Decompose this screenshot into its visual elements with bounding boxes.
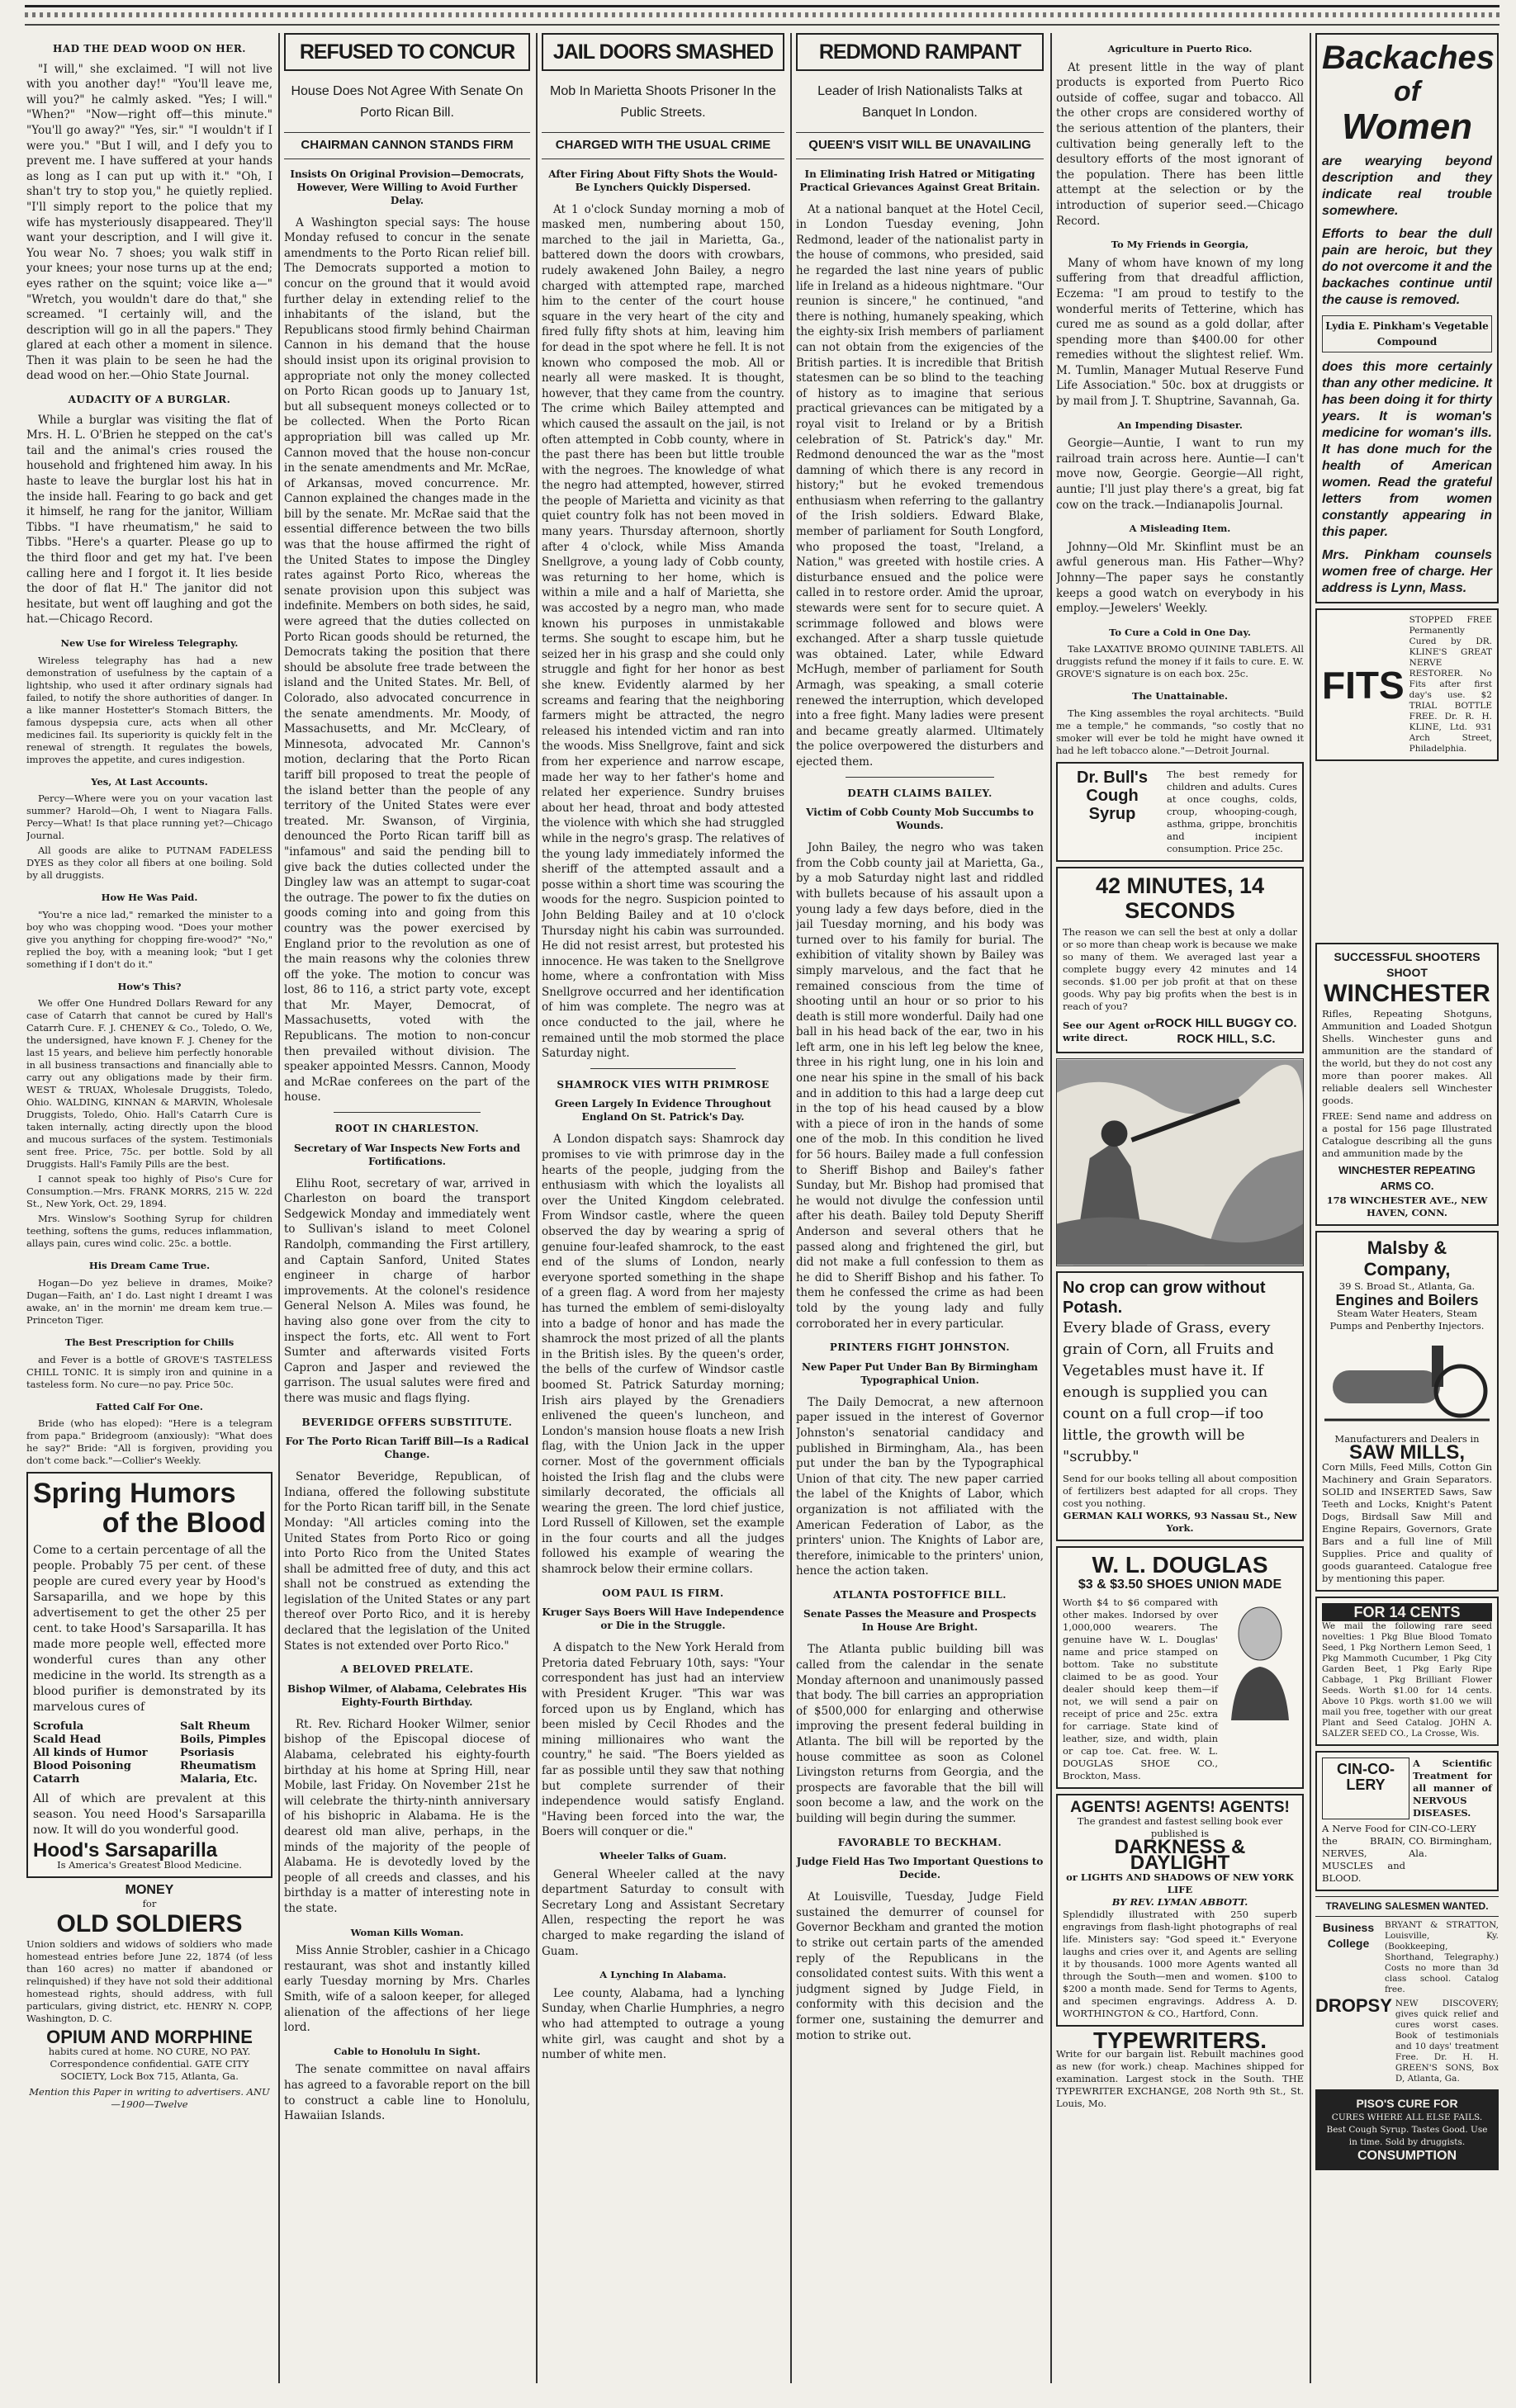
hunter-illustration <box>1056 1058 1304 1266</box>
story-body: Elihu Root, secretary of war, arrived in Charleston on board the transport Sedgewick Monday and immediately went to Sullivan's island to meet Colonel Randolph, commanding the First artillery, and Captain Sanford, United States engineer in charge of harbor improvements. At the colonel's residence General Nelson A. Miles was found, he having also gone over from the city to inspect the forts, etc. All went to Fort Sumter and afterwards visited Forts Capron and Jasper and reviewed the garrison. The usual salutes were fired and there was music and flags flying. <box>284 1176 530 1405</box>
ad-text: FREE: Send name and address on a postal for 156 page Illustrated Catalogue describing all the guns and ammunition made by the <box>1322 1110 1492 1160</box>
ad-title: No crop can grow without Potash. <box>1063 1279 1266 1318</box>
ad-body: BRYANT & STRATTON, Louisville, Ky. (Bookkeeping, Shorthand, Telegraphy.) Costs no more than 3d class school. Catalog free. <box>1385 1919 1499 1994</box>
ad-title: WINCHESTER <box>1324 980 1490 1008</box>
seed-ad <box>1315 1597 1499 1747</box>
story-title: A Misleading Item. <box>1129 523 1231 535</box>
ad-brand: WINCHESTER REPEATING ARMS CO. <box>1338 1164 1476 1192</box>
story-title: Woman Kills Woman. <box>350 1926 464 1938</box>
ad-address: 178 WINCHESTER AVE., NEW HAVEN, CONN. <box>1326 1194 1488 1218</box>
story-body: The Daily Democrat, a new afternoon paper issued in the interest of Governor Johnston's senatorial candidacy and published in Birmingham, Ala., has been put under the ban by the Typographical Union of that city. The new paper carried the label of the Knights of Labor, which organization is not affiliated with the American Federation of Labor, as the printers' union. The Knights of Labor are, therefore, inimicable to the printers' union, hence the action taken. <box>796 1395 1044 1578</box>
ad-body: NEW DISCOVERY; gives quick relief and cures worst cases. Book of testimonials and 10 days' treatment Free. Dr. H. H. GREEN'S SONS, Box D, Atlanta, Ga. <box>1395 1998 1499 2084</box>
ad-title: Spring Humors <box>33 1478 236 1510</box>
story-title: ROOT IN CHARLESTON. <box>334 1123 480 1135</box>
story-body: Hogan—Do yez believe in drames, Moike? Dugan—Faith, an' I do. Last night I dreamt I was awake, an' in the mornin' me dream kem true.—Princeton Tiger. <box>26 1276 272 1326</box>
deck: QUEEN'S VISIT WILL BE UNAVAILING <box>796 132 1044 159</box>
story-title: ATLANTA POSTOFFICE BILL. <box>833 1588 1007 1601</box>
ad-title: Women <box>1341 106 1473 147</box>
deck: Green Largely In Evidence Throughout England On St. Patrick's Day. <box>554 1098 772 1124</box>
story-title: The Best Prescription for Chills <box>64 1336 235 1348</box>
ad-title: SAW MILLS, <box>1349 1441 1465 1464</box>
column-rule <box>536 33 538 2383</box>
ad-body: Corn Mills, Feed Mills, Cotton Gin Machinery and Grain Separators. SOLID and INSERTED Saws, Saw Teeth and Locks, Knight's Patent Dogs, Birdsall Saw Mill and Engine Repairs, Governors, Grate Bars and a full line of Mill Supplies. Price and quality of goods guaranteed. Catalogue free by mentioning this paper. <box>1322 1460 1492 1584</box>
story-body: All goods are alike to PUTNAM FADELESS DYES as they color all fibers at one boiling. Sold by all druggists. <box>26 844 272 882</box>
column-6 <box>1315 33 1499 2391</box>
ad-body: Splendidly illustrated with 250 superb engravings from flash-light photographs of real life. Ministers say: "God speed it." Everyone laughs and cries over it, and Agents are selling it by thousands. 1000 more Agents wanted all through the South—men and women. $100 to $200 a month made. Send for Terms to Agents, and specimen engravings. Address A. D. WORTHINGTON & CO., Hartford, Conn. <box>1063 1908 1297 2019</box>
story-title: How's This? <box>117 980 182 992</box>
deck: Senate Passes the Measure and Prospects In House Are Bright. <box>803 1608 1036 1634</box>
story-body: A Washington special says: The house Monday refused to concur in the senate amendments to the Porto Rican relief bill. The Democrats supported a motion to concur on the ground that it would avoid further delay in extending relief to the inhabitants of the island, but the Republicans stood firmly behind Chairman Cannon in his demand that the house should insist upon its original provision to appropriate not only the money collected on Porto Rican goods up to January 1st, but all subsequent moneys collected or to be collected. When the Porto Rican appropriation bill was called up Mr. Cannon moved that the house non-concur in the senate amendments and Mr. McRae, of Arkansas, moved concurrence. Mr. Cannon explained the changes made in the bill by the senate. Mr. McRae said that the essential difference between the two bills was that the house affirmed the right of the United States to impose the Dingley rates against Porto Rico, whereas the senate provision upon this subject was indefinite. Members on both sides, he said, were agreed that the duties collected on Porto Rican goods should be returned, the Democrats taking the position that there should be absolute free trade between the island and the United States. Mr. Bell, of Colorado, also advocated concurrence in the senate amendments. Mr. Moody, of Massachusetts, and Mr. McCleary, of Minnesota, advocated Mr. Cannon's motion, declaring that the Porto Rican tariff bill proposed to treat the people of the island better than the people of any territory of the United States were ever treated. Mr. Swanson, of Virginia, denounced the Porto Rican tariff bill as "infamous" and said the pending bill to give back the duties collected under the Dingley law was an attempt to sugar-coat the outrage. The power to fix the duties on goods coming into and going from this country was the power exercised by England prior to the revolution as one of the main reasons why the colonies threw off the yoke. The motion to concur was lost, 86 to 116, a strict party vote, except that Mr. Mayer, Democrat, of Massachusetts, voted with the Republicans. The motion to non-concur then prevailed without division. The speaker appointed Messrs. Cannon, Moody and McRae conferees on the part of the house. <box>284 215 530 1105</box>
story-body: Johnny—Old Mr. Skinflint must be an awful generous man. His Father—Why? Johnny—The paper says he constantly keeps a good watch on everybody in his employ.—Jewelers' Weekly. <box>1056 540 1304 616</box>
ad-author: BY REV. LYMAN ABBOTT. <box>1111 1895 1248 1908</box>
ad-list: Salt Rheum Boils, Pimples Psoriasis Rheumatism Malaria, Etc. <box>180 1720 266 1786</box>
story-title: HAD THE DEAD WOOD ON HER. <box>53 43 246 54</box>
ad-title: Business College <box>1322 1920 1375 1950</box>
agents-ad <box>1056 1794 1304 2027</box>
story-body: Mrs. Winslow's Soothing Syrup for children teething, softens the gums, reduces inflammation, allays pain, cures wind colic. 25c. a bottle. <box>26 1213 272 1250</box>
deck: Insists On Original Provision—Democrats, However, Were Willing to Avoid Further Delay. <box>290 168 524 206</box>
ad-text: SUCCESSFUL SHOOTERS SHOOT <box>1334 950 1480 979</box>
ad-address: 39 S. Broad St., Atlanta, Ga. <box>1338 1280 1476 1292</box>
ad-text: TRAVELING SALESMEN WANTED. <box>1315 1896 1499 1917</box>
column-4 <box>796 33 1044 2391</box>
ad-body: We mail the following rare seed novelties: 1 Pkg Blue Blood Tomato Seed, 1 Pkg Northern Lemon Seed, 1 Pkg Mammoth Cucumber, 1 Pkg City Garden Beet, 1 Pkg Early Ripe Cabbage, 1 Pkg Brilliant Flower Seeds. Worth $1.00 for 14 cents. Above 10 Pkgs. worth $1.00 we will mail you free, together with our great Plant and Seed Catalog. JOHN A. SALZER SEED CO., La Crosse, Wis. <box>1322 1621 1492 1739</box>
ad-body: are wearying beyond description and they indicate real trouble somewhere. <box>1322 154 1492 218</box>
ad-tagline: Is America's Greatest Blood Medicine. <box>57 1858 242 1871</box>
story-body: "You're a nice lad," remarked the minister to a boy who was chopping wood. "Does your mother give you anything for chopping fire-wood?" "No," replied the boy, with a meaning look; "but I get something if I don't do it." <box>26 908 272 970</box>
story-title: New Use for Wireless Telegraphy. <box>60 636 239 649</box>
story-body: Georgie—Auntie, I want to run my railroad train across here. Auntie—I can't move now, Georgie. Georgie—All right, auntie; I'll just play there's a great, big fat cow on the track.—Indianapolis Journal. <box>1056 437 1304 512</box>
pinkham-ad <box>1315 33 1499 603</box>
ad-title: DROPSY <box>1315 1994 1392 2016</box>
ad-list: Scrofula Scald Head All kinds of Humor Blood Poisoning Catarrh <box>33 1720 148 1786</box>
story-title: PRINTERS FIGHT JOHNSTON. <box>829 1341 1011 1354</box>
ad-subtitle: $3 & $3.50 SHOES UNION MADE <box>1078 1578 1282 1592</box>
story-body: At a national banquet at the Hotel Cecil, in London Tuesday evening, John Redmond, leader of the nationalist party in the house of commons, who presided, said he regarded the last nine years of public life in Ireland as a hideous nightmare. "Our reunion is sincere," he continued, "and there is nothing, humanely speaking, which the eighty-six Irish members of parliament can not obtain from the exigencies of the British parties. It is incredible that British statesmen can be so blind to the teaching of history as to imagine that serious practical grievances can be mitigated by a royal visit to Ireland or by a British celebration of St. Patrick's day." Mr. Redmond denounced the war as the "most damning of which there is any record in history;" but he evoked tremendous enthusiasm when referring to the gallantry of the Irish soldiers. Edward Blake, member of parliament for South Longford, who proposed the toast, "Ireland, a Nation," was greeted with hostile cries. A disturbance ensued and the police were called in to restore order. Amid the uproar, stewards were sent for to secure quiet. A scrimmage followed and blows were exchanged. After a sharp tussle quietude was obtained. Later, while Edward McHugh, member of parliament for South Armagh, was speaking, a small coterie renewed the interruption, which developed into a free fight. Many ladies were present and became greatly alarmed. Ultimately the police overpowered the disturbers and ejected them. <box>796 202 1044 769</box>
portrait-icon <box>1223 1597 1297 1720</box>
ad-title: FITS <box>1322 663 1405 707</box>
ad-address: GERMAN KALI WORKS, 93 Nassau St., New York. <box>1063 1510 1297 1535</box>
story-body: While a burglar was visiting the flat of Mrs. H. L. O'Brien he stepped on the cat's tail and the animal's cries roused the household and frightened him away. In his haste to leave the burglar lost his hat in the inside hall. Fearing to go back and get it himself, he rang for the janitor, William Tibbs. "I have rheumatism," he said to Tibbs. "Here's a quarter. Please go up to the third floor and get my hat. I've been calling here and I forgot it. It lies beside the door of flat H." The janitor did not hesitate, but went off laughing and got the hat.—Chicago Record. <box>26 413 272 627</box>
ad-body: The reason we can sell the best at only a dollar or so more than cheap work is because we make so many of them. We averaged last year a complete buggy every 42 minutes and 14 seconds. $1.00 per job profit at that on these goods. Why pay big profits when the best is in reach of you? <box>1063 925 1298 1012</box>
headline: REDMOND RAMPANT <box>796 33 1044 71</box>
ad-body: habits cured at home. NO CURE, NO PAY. Correspondence confidential. GATE CITY SOCIETY, Lock Box 715, Atlanta, Ga. <box>48 2045 251 2082</box>
ad-title: OLD SOLDIERS <box>56 1910 243 1938</box>
story-body: Lee county, Alabama, had a lynching Sunday, when Charlie Humphries, a negro who had attempted to outrage a young white girl, was caught and shot by a number of white men. <box>542 1986 784 2062</box>
cincolery-ad <box>1315 1751 1499 1891</box>
ad-body: Rifles, Repeating Shotguns, Ammunition and Loaded Shotgun Shells. Winchester guns and ammunition are the standard of the world, but they do not cost any more than poorer makes. All reliable dealers sell Winchester goods. <box>1322 1008 1492 1107</box>
story-title: To Cure a Cold in One Day. <box>1109 626 1251 638</box>
story-body: At present little in the way of plant products is exported from Puerto Rico outside of coffee, sugar and tobacco. All the other crops are considered worthy of the serious attention of the planters, their cultivation being generally left to the desultory efforts of the most ignorant of the population. There has been little attempt at the selection or by the introduction of superior seed.—Chicago Record. <box>1056 60 1304 228</box>
deck: Judge Field Has Two Important Questions to Decide. <box>796 1856 1044 1881</box>
column-5 <box>1056 33 1304 2391</box>
ad-body: Come to a certain percentage of all the people. Probably 75 per cent. of these people are cured every year by Hood's Sarsaparilla, and we hope by this advertisement to get the other 25 per cent. to take Hood's Sarsaparilla. It has made more people well, effected more wonderful cures than any other medicine in the world. Its strength as a blood purifier is demonstrated by its marvelous cures of <box>33 1544 266 1715</box>
ad-title: of <box>1393 76 1421 107</box>
story-body: Bride (who has eloped): "Here is a telegram from papa." Bridegroom (anxiously): "What does he say?" Bride: "All is forgiven, providing you don't come back."—Collier's Weekly. <box>26 1417 272 1467</box>
story-body: At 1 o'clock Sunday morning a mob of masked men, numbering about 150, marched to the jail in Marietta, Ga., battered down the doors with crowbars, rudely awakened John Bailey, a negro charged with attempted rape, marched him to the center of the court house square in the very heart of the city and fired fully fifty shots at him, leaving him for dead in the spot where he fell. It is not known who composed the mob. All or nearly all were masked. It is thought, however, that they came from the country. The crime which Bailey attempted and which caused the assault on the jail, is not often attempted in Cobb county, where in the past there has been but little trouble with the negroes. The knowledge of what the negro had attempted, however, stirred the people of Marietta and vicinity as that quiet country folk has not been moved in many years. Thursday afternoon, shortly after 4 o'clock, while Miss Amanda Snellgrove, a young lady of Cobb county, was returning to her home, which is within a mile and a half of Marietta, she was accosted by a negro man, who made known his purposes in unmistakable terms. She sought to escape him, but he seized her in his grasp and she could only struggle and fight for her honor as best she knew. Evidently alarmed by her screams and fearing that the neighboring farmers might be attracted, the negro released his intended victim and ran into the woods. Miss Snellgrove, faint and sick from her experience and narrow escape, made her way to her father's home and related her experience. Sundry bruises about her head, throat and body attested the violence with which she had struggled while in the negro's grasp. The relatives of the young lady immediately informed the sheriff of the attempted assault and a posse within a short time was scouring the woods for the negro. Suspicion pointed to John Belding Bailey and at 10 o'clock Thursday night his cabin was surrounded. He did not resist arrest, but protested his innocence. He was taken to the Snellgrove home, where a confrontation with Miss Snellgrove occurred and her identification of him was complete. The negro was at once conducted to the jail, where he remained until the mob stormed the place Saturday night. <box>542 202 784 1061</box>
ad-body: Worth $4 to $6 compared with other makes. Indorsed by over 1,000,000 wearers. The genuine have W. L. Douglas' name and price stamped on bottom. Take no substitute claimed to be as good. Your dealer should keep them—if not, we will send a pair on receipt of price and 25c. extra for carriage. State kind of leather, size, and width, plain or cap toe. Cat. free. W. L. DOUGLAS SHOE CO., Brockton, Mass. <box>1063 1596 1218 1781</box>
column-rule <box>1050 33 1052 2383</box>
story-body: Senator Beveridge, Republican, of Indiana, offered the following substitute for the Porto Rican tariff bill, in the Senate Monday: "All articles coming into the United States from Porto Rico or going into Porto Rico from the United States shall be admitted free of duty, and this act shall not be construed as extending the legislation of the United States or any part thereof over Porto Rico, and it is hereby declared that the legislation of the United States is not extended over Porto Rico." <box>284 1470 530 1653</box>
ad-body: The best remedy for children and adults. Cures at once coughs, colds, croup, whooping-cough, asthma, grippe, bronchitis and incipient consumption. Price 25c. <box>1167 768 1297 854</box>
deck: CHAIRMAN CANNON STANDS FIRM <box>284 132 530 159</box>
story-title: Agriculture in Puerto Rico. <box>1107 43 1253 54</box>
story-body: Wireless telegraphy has had a new demonstration of usefulness by the captain of a lightship, who used it after ordinary signals had failed, to notify the shore authorities of danger. In a like manner Hostetter's Stomach Bitters, the famous dyspepsia cure, acts when all other medicines fail. Its superiority is quickly felt in the renewal of strength. It regulates the bowels, improves the appetite, and cures indigestion. <box>26 654 272 765</box>
deck: House Does Not Agree With Senate On Porto Rican Bill. <box>291 84 523 120</box>
column-rule <box>790 33 792 2383</box>
column-rule <box>278 33 280 2383</box>
story-title: Fatted Calf For One. <box>96 1400 203 1412</box>
ad-title: of the Blood <box>102 1507 266 1540</box>
deck: Kruger Says Boers Will Have Independence or Die in the Struggle. <box>542 1606 784 1632</box>
deck: Victim of Cobb County Mob Succumbs to Wounds. <box>806 807 1034 832</box>
ad-text: Send for our books telling all about composition of fertilizers best adapted for all crops. They cost you nothing. <box>1063 1473 1297 1510</box>
ad-title: AGENTS! AGENTS! AGENTS! <box>1070 1798 1290 1816</box>
column-rule <box>1310 33 1311 2383</box>
ad-body: All of which are prevalent at this season. You need Hood's Sarsaparilla now. It will do you wonderful good. <box>33 1792 266 1838</box>
column-1 <box>26 33 272 2391</box>
ad-title: W. L. DOUGLAS <box>1092 1552 1268 1578</box>
deck: In Eliminating Irish Hatred or Mitigating Practical Grievances Against Great Britain. <box>799 168 1040 193</box>
story-body: I cannot speak too highly of Piso's Cure for Consumption.—Mrs. FRANK MORRS, 215 W. 22d St., New York, Oct. 29, 1894. <box>26 1173 272 1210</box>
story-body: A dispatch to the New York Herald from Pretoria dated February 10th, says: "Your correspondent has just had an interview with President Kruger. "This war was forced upon us by England, which has been misled by Cecil Rhodes and the mining millionaires who want the country," he said. "The Boers yielded as far as possible until they saw that nothing but complete surrender of their independence would satisfy England. "Having been forced into the war, the Boers will conquer or die." <box>542 1641 784 1839</box>
ad-title: Malsby & Company, <box>1363 1237 1451 1280</box>
story-title: FAVORABLE TO BECKHAM. <box>837 1836 1002 1848</box>
ad-brand: Lydia E. Pinkham's Vegetable Compound <box>1322 315 1492 352</box>
ad-title: TYPEWRITERS. <box>1092 2027 1267 2053</box>
ad-title: OPIUM AND MORPHINE <box>46 2027 253 2048</box>
masthead-rule <box>25 5 1499 26</box>
deck: New Paper Put Under Ban By Birmingham Typographical Union. <box>801 1360 1038 1386</box>
story-title: The Unattainable. <box>1131 690 1229 703</box>
story-body: We offer One Hundred Dollars Reward for any case of Catarrh that cannot be cured by Hall's Catarrh Cure. F. J. CHENEY & Co., Toledo, O. We, the undersigned, have known F. J. Cheney for the last 15 years, and believe him perfectly honorable in all business transactions and financially able to carry out any obligations made by their firm. WEST & TRUAX, Wholesale Druggists, Toledo, Ohio. WALDING, KINNAN & MARVIN, Wholesale Druggists, Toledo, Ohio. Hall's Catarrh Cure is taken internally, acting directly upon the blood and mucous surfaces of the system. Testimonials sent free. Price, 75c. per bottle. Sold by all Druggists. Hall's Family Pills are the best. <box>26 997 272 1171</box>
story-body: Take LAXATIVE BROMO QUININE TABLETS. All druggists refund the money if it fails to cure. E. W. GROVE'S signature is on each box. 25c. <box>1056 643 1304 680</box>
ad-body: Efforts to bear the dull pain are heroic, but they do not overcome it and the backaches continue until the cause is removed. <box>1322 227 1492 307</box>
deck: After Firing About Fifty Shots the Would-Be Lynchers Quickly Dispersed. <box>548 168 778 193</box>
ad-body: A Scientific Treatment for all manner of NERVOUS DISEASES. <box>1413 1758 1492 1819</box>
hoods-sarsaparilla-ad <box>26 1472 272 1878</box>
ad-body: Every blade of Grass, every grain of Corn, all Fruits and Vegetables must have it. If enough is supplied you can count on a full crop—if too little, the growth will be "scrubby." <box>1063 1319 1274 1466</box>
deck: For The Porto Rican Tariff Bill—Is a Radical Change. <box>285 1436 529 1461</box>
story-body: "I will," she exclaimed. "I will not live with you another day!" "You'll leave me, will you?" he calmly asked. "Yes; I will." "When?" "Now—right off—this minute." "You'll go away?" "Yes, sir." "I wouldn't if I were you." "But I will, and I defy you to prevent me. I have suffered at your hands as long as I can put up with it." "Oh, I shan't try to stop you," he quietly replied. "I'll simply report to the police that my wife has mysteriously disappeared. They'll want your description, and I will give it. You wear No. 7 shoes; you walk stiff in your knees; your nose turns up at the end; eyes rather on the squint; voice like a—" "Wretch, you wouldn't dare do that," she screamed. "I certainly will, and the description will go in all the papers." They glared at each other a moment in silence. Then it was plain to be seen he had the dead wood on her.—Ohio State Journal. <box>26 62 272 383</box>
story-title: AUDACITY OF A BURGLAR. <box>68 394 231 406</box>
story-title: A BELOVED PRELATE. <box>340 1663 474 1676</box>
footer-note: Mention this Paper in writing to advertisers. ANU—1900—Twelve <box>29 2085 270 2110</box>
column-3 <box>542 33 784 2391</box>
dr-bulls-ad <box>1056 762 1304 862</box>
story-title: Yes, At Last Accounts. <box>91 775 208 788</box>
story-body: Percy—Where were you on your vacation last summer? Harold—Oh, I went to Niagara Falls. Percy—What! Is that place running yet?—Chicago Journal. <box>26 792 272 842</box>
ad-title: MONEY <box>125 1882 174 1897</box>
ad-title: FOR 14 CENTS <box>1322 1603 1492 1622</box>
story-body: The senate committee on naval affairs has agreed to a favorable report on the bill to construct a cable line to Honolulu, Hawaiian Islands. <box>284 2063 530 2123</box>
douglas-shoes-ad <box>1056 1546 1304 1789</box>
ad-brand: ROCK HILL BUGGY CO. ROCK HILL, S.C. <box>1155 1015 1297 1046</box>
story-title: Cable to Honolulu In Sight. <box>334 2045 481 2057</box>
ad-text: The grandest and fastest selling book ever published is <box>1077 1815 1283 1840</box>
story-title: OOM PAUL IS FIRM. <box>602 1587 724 1599</box>
story-body: Miss Annie Strobler, cashier in a Chicago restaurant, was shot and instantly killed early Tuesday morning by Mrs. Charles Smith, wife of a saloon keeper, for alleged alienation of the affections of her liege lord. <box>284 1944 530 2035</box>
ad-title: Dr. Bull's Cough Syrup <box>1077 768 1148 823</box>
ad-subtitle: or LIGHTS AND SHADOWS OF NEW YORK LIFE <box>1066 1871 1294 1895</box>
story-title: A Lynching In Alabama. <box>599 1969 727 1981</box>
story-body: A London dispatch says: Shamrock day promises to vie with primrose day in the hearts of the people, judging from the enthusiasm with which the loyalists all over the United Kingdom celebrated. From Windsor castle, where the queen observed the day by wearing a sprig of genuine four-leafed shamrock, to the east end of the slums of London, nearly everyone sported something in the shape of a green flag. A word from her majesty has turned the emblem of semi-disloyalty into a badge of honor and has made the shamrock the most prized of all the plants in the British isles. By the queen's order, the bells of the curfew of Windsor castle boomed St. Patrick Saturday morning; Irish airs played by the Grenadiers enlivened the queen's luncheon, and London's mansion house floats a new Irish flag, with the Union Jack in the upper corner. Most of the government officials hoisted the Irish flag and the clubs were similarly decorated, the officials all wearing the green. The lord chief justice, Lord Russell of Killowen, set the example in the four courts and all the judges followed his example of wearing the shamrock below their ermine collars. <box>542 1133 784 1577</box>
column-2 <box>284 33 530 2391</box>
ad-title: CONSUMPTION <box>1357 2148 1457 2163</box>
rock-hill-buggy-ad <box>1056 867 1304 1053</box>
ad-title: 42 MINUTES, 14 SECONDS <box>1095 873 1265 923</box>
ad-text: A Nerve Food for the BRAIN, NERVES, MUSCLES and BLOOD. <box>1322 1823 1405 1885</box>
deck: CHARGED WITH THE USUAL CRIME <box>542 132 784 159</box>
story-body: The King assembles the royal architects. "Build me a temple," he commands, "so costly that no smoker will ever be told he might have owned it had he left tobacco alone."—Detroit Journal. <box>1056 707 1304 756</box>
ad-title: Backaches <box>1322 40 1495 76</box>
hunter-icon <box>1057 1059 1303 1266</box>
story-body: The Atlanta public building bill was called from the calendar in the senate Monday afternoon and unanimously passed that body. The bill carries an appropriation of $500,000 for enlarging and otherwise improving the present federal building in Atlanta. The bill will be reported by the house committee as soon as Colonel Livingston returns from Georgia, and the prospects are favorable that the bill will soon become a law, and the work on the building will begin during the summer. <box>796 1643 1044 1825</box>
story-title: SHAMROCK VIES WITH PRIMROSE <box>557 1078 770 1090</box>
business-college-ad <box>1315 1920 1499 1995</box>
ad-subtitle: Engines and Boilers <box>1335 1291 1479 1308</box>
story-body: Many of whom have known of my long suffering from that dreadful affliction, Eczema: "I am proud to testify to the wonderful merits of Tetterine, which has cured me as sound as a gold dollar, after spending more than $400.00 for other remedies without the slightest relief. Wm. M. Tumlin, Manager Mutual Reserve Fund Life Association." 50c. box at druggists or by mail from J. T. Shuptrine, Savannah, Ga. <box>1056 256 1304 409</box>
ad-text: Manufacturers and Dealers in <box>1334 1433 1480 1445</box>
winchester-ad <box>1315 943 1499 1225</box>
headline: JAIL DOORS SMASHED <box>542 33 784 71</box>
story-body: Rt. Rev. Richard Hooker Wilmer, senior bishop of the Episcopal diocese of Alabama, celebrated his eighty-fourth birthday at his home at Spring Hill, near Mobile, last Friday. On November 21st he will celebrate the thirty-ninth anniversary of his bishopric in Alabama. He is the dearest old man alive, perhaps, in the minds of the majority of the people of Alabama. He is devotedly loved by the people of all creeds and classes, and his birthday is a matter of interesting note in the state. <box>284 1717 530 1915</box>
ad-body: Write for our bargain list. Rebuilt machines good as new (for work.) cheap. Machines shipped for examination. Largest stock in the South. THE TYPEWRITER EXCHANGE, 208 North 9th St., St. Louis, Mo. <box>1056 2048 1304 2110</box>
deck: Bishop Wilmer, of Alabama, Celebrates His Eighty-Fourth Birthday. <box>287 1682 527 1708</box>
ad-title: CIN-CO-LERY <box>1322 1758 1409 1819</box>
ad-body: Mrs. Pinkham counsels women free of charge. Her address is Lynn, Mass. <box>1322 548 1492 596</box>
story-body: General Wheeler called at the navy department Saturday to consult with Secretary Long and Assistant Secretary Allen, respecting the report he was charged to make regarding the island of Guam. <box>542 1867 784 1958</box>
story-title: An Impending Disaster. <box>1117 419 1243 431</box>
ad-text: CIN-CO-LERY CO. Birmingham, Ala. <box>1409 1823 1492 1860</box>
story-title: To My Friends in Georgia, <box>1111 239 1249 251</box>
ad-body: Union soldiers and widows of soldiers who made homestead entries before June 22, 1874 (of less than 160 acres) no matter if abandoned or relinquished) if they have not sold their additional homestead rights, should address, with full particulars, giving district, etc. HENRY N. COPP, Washington, D. C. <box>26 1938 272 2025</box>
story-title: BEVERIDGE OFFERS SUBSTITUTE. <box>301 1416 513 1428</box>
potash-ad <box>1056 1271 1304 1541</box>
story-body: and Fever is a bottle of GROVE'S TASTELESS CHILL TONIC. It is simply iron and quinine in a tasteless form. No cure—no pay. Price 50c. <box>26 1353 272 1390</box>
story-body: At Louisville, Tuesday, Judge Field sustained the demurrer of counsel for Governor Beckham and granted the motion to strike out certain parts of the amended reply of the Republicans in the consolidated contest suits. With this went a judgment signed by Judge Field, in conformity with this decision and the former one, sustaining the demurrer and motion to strike out. <box>796 1890 1044 2042</box>
pisos-cure-ad <box>1315 2089 1499 2170</box>
headline: REFUSED TO CONCUR <box>284 33 530 71</box>
deck: Leader of Irish Nationalists Talks at Banquet In London. <box>817 84 1022 120</box>
ad-body: does this more certainly than any other medicine. It has been doing it for thirty years. It is woman's medicine for woman's ills. It has done much for the health of American women. Read the grateful letters from women constantly appearing in this paper. <box>1322 360 1492 540</box>
malsby-ad <box>1315 1231 1499 1592</box>
ad-title: DARKNESS & DAYLIGHT <box>1114 1836 1246 1874</box>
ad-title: PISO'S CURE FOR <box>1356 2096 1458 2110</box>
deck: Secretary of War Inspects New Forts and Fortifications. <box>294 1142 520 1167</box>
story-title: His Dream Came True. <box>88 1260 211 1272</box>
ad-text: for <box>142 1898 157 1910</box>
ad-body: CURES WHERE ALL ELSE FAILS. Best Cough Syrup. Tastes Good. Use in time. Sold by druggists. <box>1326 2112 1488 2147</box>
story-title: DEATH CLAIMS BAILEY. <box>847 787 993 799</box>
deck: Mob In Marietta Shoots Prisoner In the Public Streets. <box>550 84 776 120</box>
ad-brand: Hood's Sarsaparilla <box>33 1839 218 1862</box>
story-body: John Bailey, the negro who was taken from the Cobb county jail at Marietta, Ga., by a mob Saturday night last and riddled with bullets because of his assault upon a young lady a few days before, died in the jail Tuesday morning, and his body was turned over to his family for burial. The exhibition of vitality shown by Bailey was simply marvelous, and the fact that he remained conscious from the time of shooting until an hour or so prior to his death is still more wonderful. Daily had one ball in his head back of the ear, two in his left arm, one in his left leg below the knee, three in his right lung, one in his loin and one near his spine in the small of his back and in addition to this had a large deep cut in the top of his head caused by a blow with a piece of iron in the hands of some one of the mob. In this condition he lived for 56 hours. Bailey made a full confession to Sheriff Bishop and Bailey's father Sunday, but Mr. Bishop had promised that he would not divulge the confession until after his death. Bailey told Deputy Sheriff Anderson and several others that he passed along and frightened the girl, but did not make a full confession to them as he did to Sheriff Bishop and his father. To them he confessed the crime as had been told by the young lady and fully corroborated her in every particular. <box>796 841 1044 1331</box>
engine-icon <box>1322 1337 1492 1428</box>
story-title: How He Was Paid. <box>101 892 198 904</box>
ad-body: STOPPED FREE Permanently Cured by DR. KLINE'S GREAT NERVE RESTORER. No Fits after first day's use. $2 TRIAL BOTTLE FREE. Dr. R. H. KLINE, Ltd. 931 Arch Street, Philadelphia. <box>1409 615 1492 755</box>
fits-ad <box>1315 608 1499 761</box>
ad-body: Steam Water Heaters, Steam Pumps and Penberthy Injectors. <box>1329 1308 1485 1332</box>
story-title: Wheeler Talks of Guam. <box>599 1849 727 1862</box>
dropsy-ad <box>1315 1994 1499 2084</box>
ad-text: See our Agent or write direct. <box>1063 1019 1156 1043</box>
